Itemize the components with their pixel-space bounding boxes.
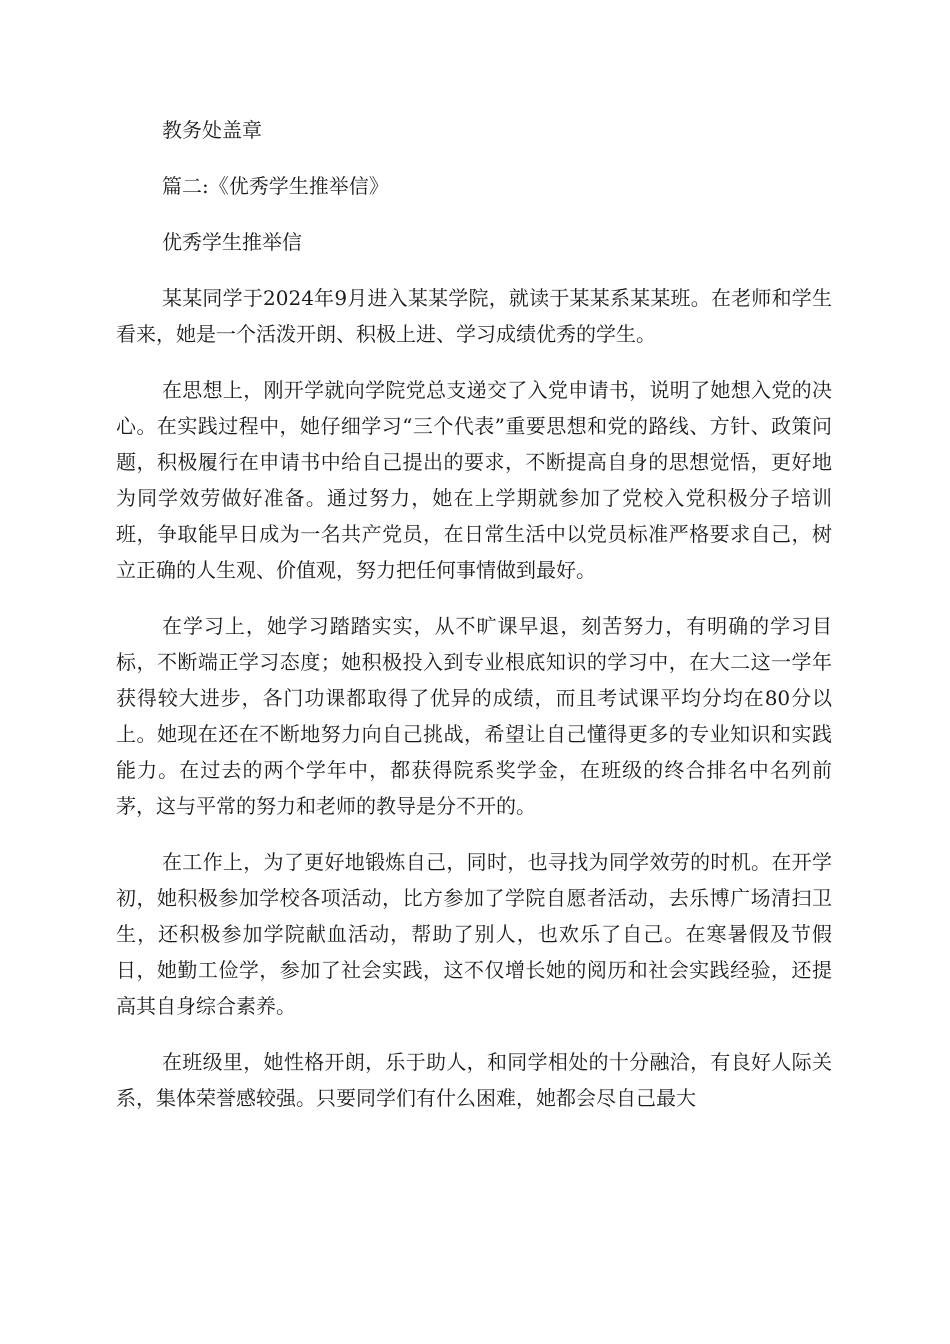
paragraph-intro: 某某同学于2024年9月进入某某学院，就读于某某系某某班。在老师和学生看来，她是一个活泼开朗、积极上进、学习成绩优秀的学生。 (116, 286, 832, 346)
document-page (116, 112, 832, 1136)
paragraph-work: 在工作上，为了更好地锻炼自己，同时，也寻找为同学效劳的时机。在开学初，她积极参加学校各项活动，比方参加了学院自愿者活动，去乐博广场清扫卫生，还积极参加学院献血活动，帮助了别人，也欢乐了自己。在寒暑假及节假日，她勤工俭学，参加了社会实践，这不仅增长她的阅历和社会实践经验，还提高其自身综合素养。 (116, 850, 832, 1018)
section-heading: 篇二:《优秀学生推举信》 (162, 174, 389, 198)
paragraph-class: 在班级里，她性格开朗，乐于助人，和同学相处的十分融洽，有良好人际关系，集体荣誉感较强。只要同学们有什么困难，她都会尽自己最大 (116, 1050, 832, 1110)
paragraph-ideology: 在思想上，刚开学就向学院党总支递交了入党申请书，说明了她想入党的决心。在实践过程中，她仔细学习“三个代表”重要思想和党的路线、方针、政策问题，积极履行在申请书中给自己提出的要求，不断提高自身的思想觉悟，更好地为同学效劳做好准备。通过努力，她在上学期就参加了党校入党积极分子培训班，争取能早日成为一名共产党员，在日常生活中以党员标准严格要求自己，树立正确的人生观、价值观，努力把任何事情做到最好。 (116, 378, 832, 582)
letter-title: 优秀学生推举信 (162, 230, 302, 254)
stamp-line: 教务处盖章 (162, 118, 262, 142)
paragraph-study: 在学习上，她学习踏踏实实，从不旷课早退，刻苦努力，有明确的学习目标，不断端正学习态度；她积极投入到专业根底知识的学习中，在大二这一学年获得较大进步，各门功课都取得了优异的成绩，而且考试课平均分均在80分以上。她现在还在不断地努力向自己挑战，希望让自己懂得更多的专业知识和实践能力。在过去的两个学年中，都获得院系奖学金，在班级的终合排名中名列前茅，这与平常的努力和老师的教导是分不开的。 (116, 614, 832, 818)
